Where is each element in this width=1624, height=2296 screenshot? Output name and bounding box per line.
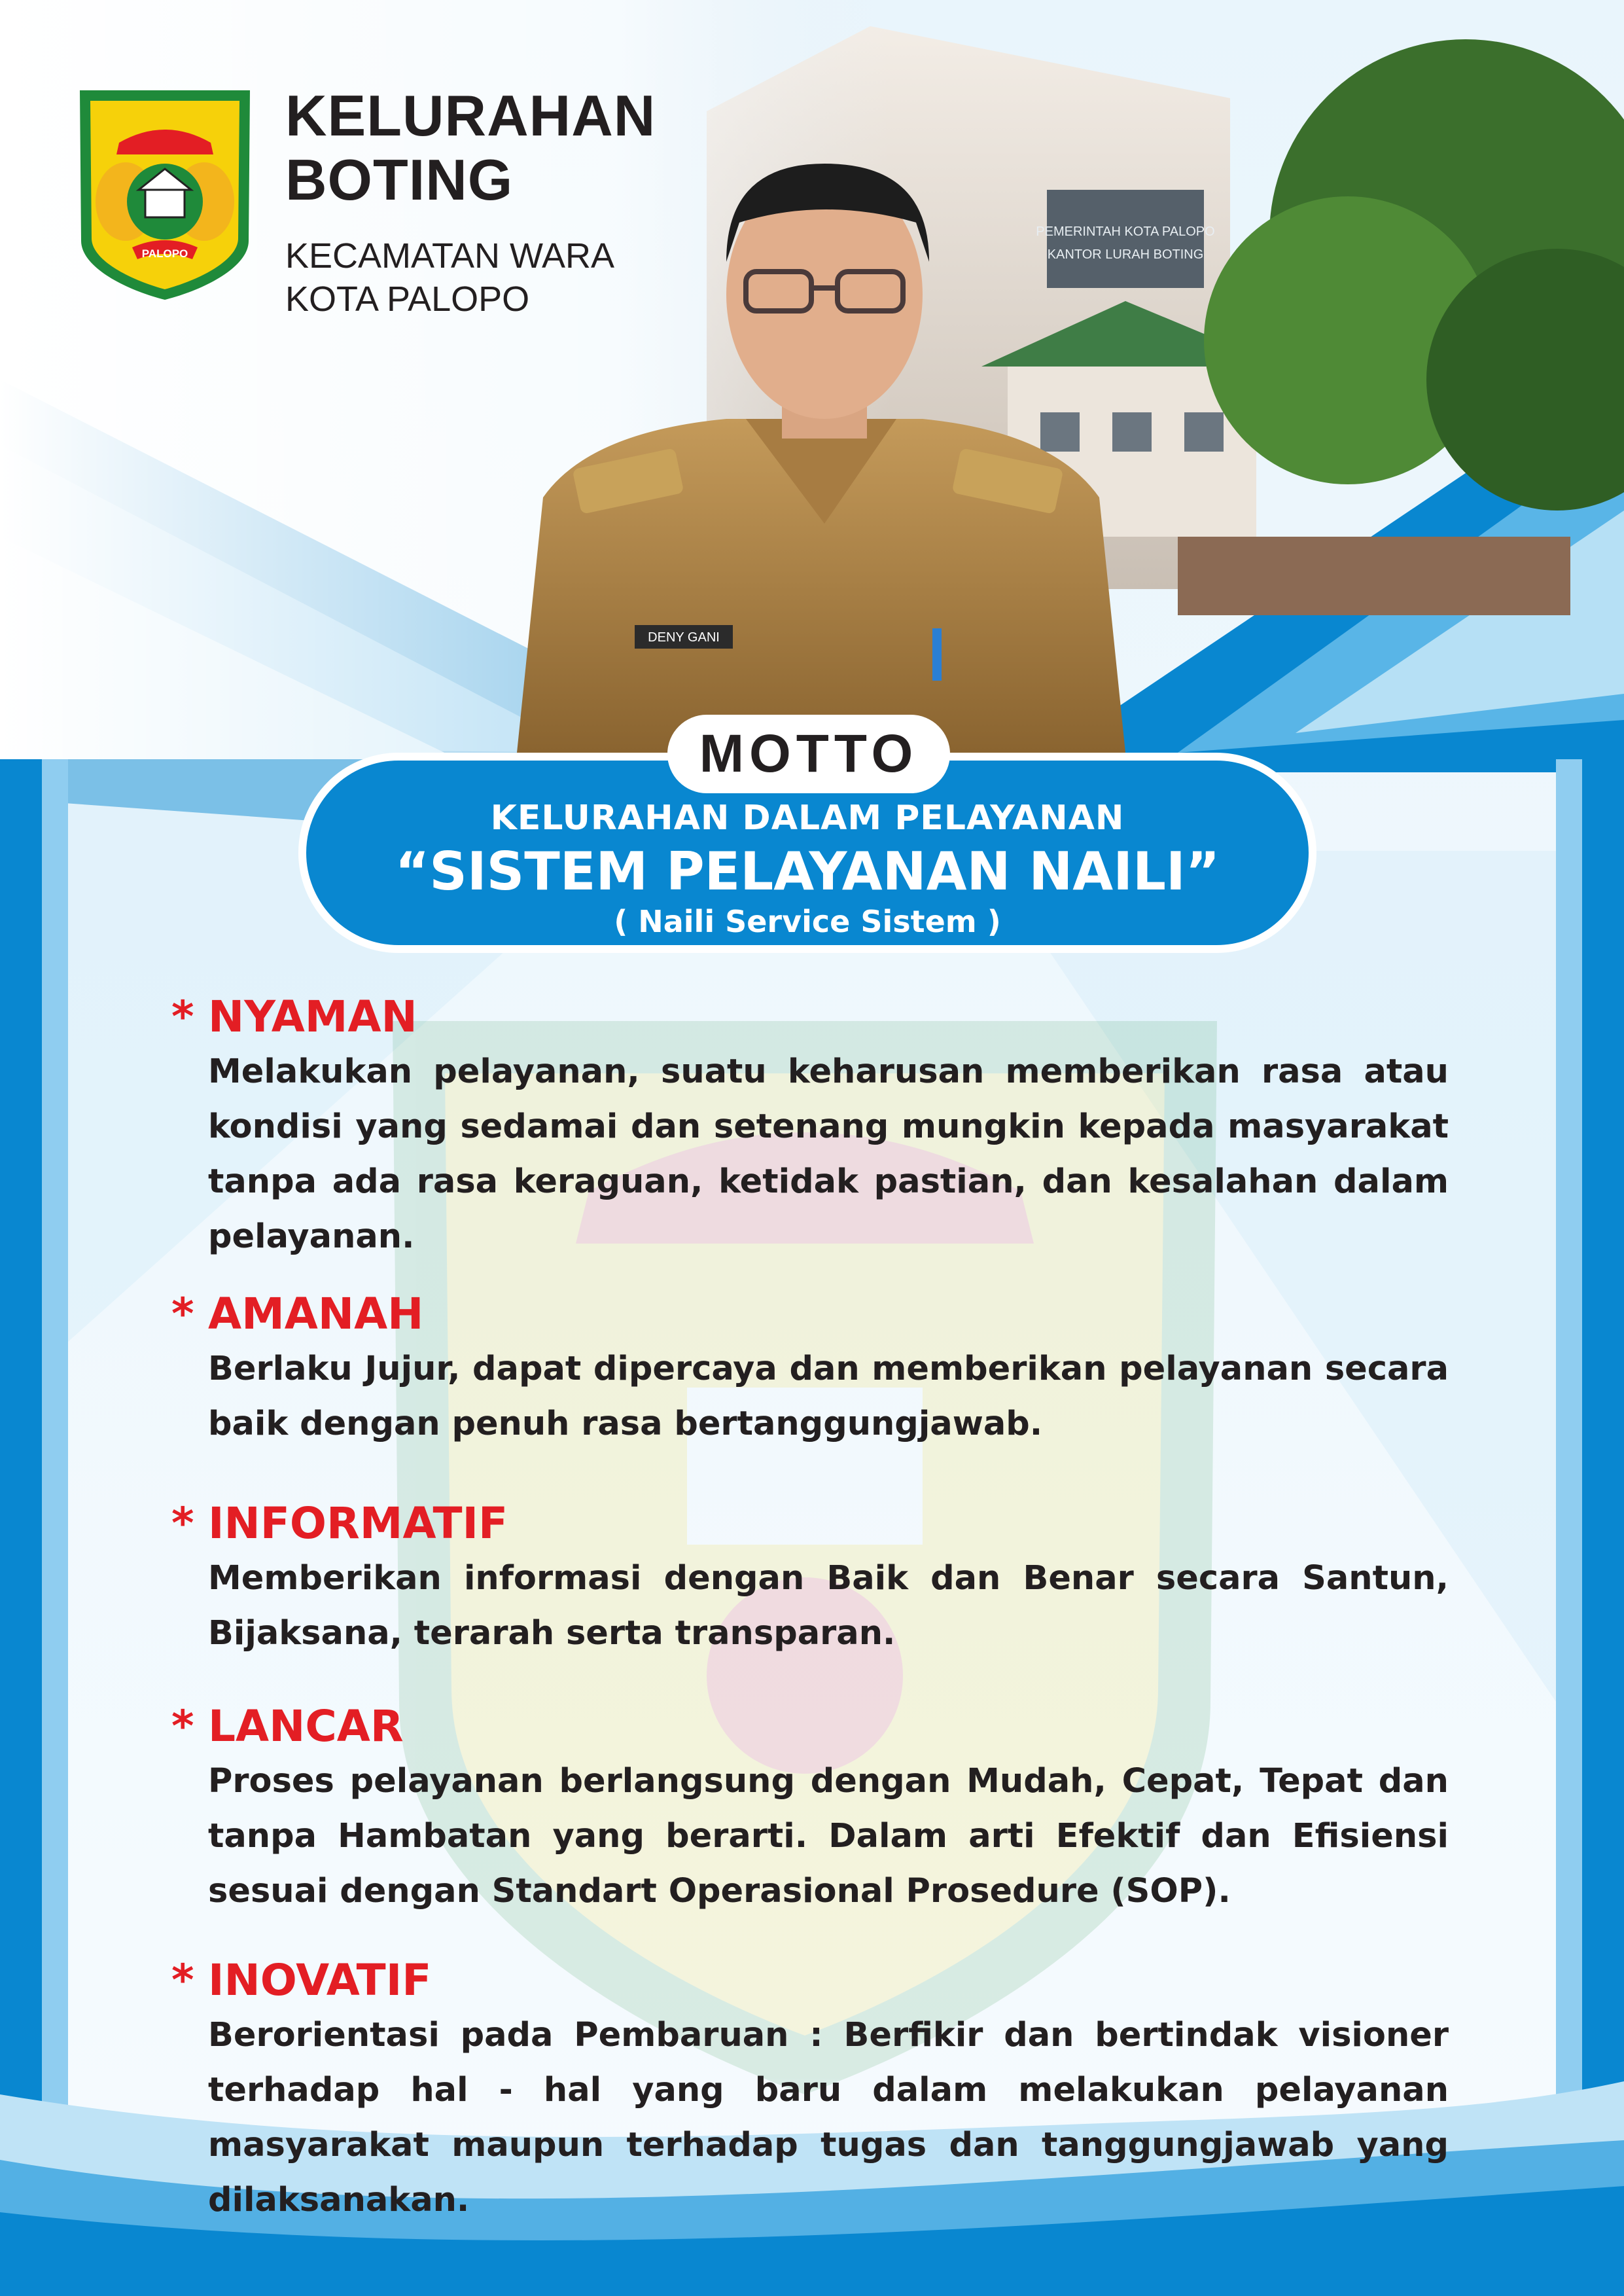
- sub-line-2: KOTA PALOPO: [285, 279, 530, 319]
- point-amanah: [171, 1287, 1480, 1452]
- point-text: Proses pelayanan berlangsung dengan Mudah, Cepat, Tepat dan tanpa Hambatan yang berarti. Dalam arti Efektif dan Efisiensi sesuai dengan Standart Operasional Prosedure (SOP).: [208, 1762, 1449, 1910]
- point-lancar: [171, 1699, 1480, 1919]
- point-informatif: [171, 1496, 1480, 1661]
- point-text: Melakukan pelayanan, suatu keharusan memberikan rasa atau kondisi yang sedamai dan setenang mungkin kepada masyarakat tanpa ada rasa keraguan, ketidak pastian, dan kesalahan dalam pelayanan.: [208, 1052, 1449, 1256]
- palopo-logo-icon: [73, 84, 256, 304]
- point-title: INFORMATIF: [208, 1498, 508, 1549]
- bullet-star: *: [171, 992, 194, 1042]
- point-title: AMANAH: [208, 1289, 424, 1339]
- logo-text: PALOPO: [141, 247, 188, 260]
- point-heading: [171, 990, 1480, 1045]
- bullet-star: *: [171, 1955, 194, 2005]
- header-title-block: [285, 84, 743, 321]
- motto-line-3: ( Naili Service Sistem ): [614, 904, 1001, 939]
- bullet-star: *: [171, 1498, 194, 1549]
- title-line-2: BOTING: [285, 147, 514, 212]
- point-text: Memberikan informasi dengan Baik dan Benar secara Santun, Bijaksana, terarah serta transparan.: [208, 1559, 1449, 1653]
- point-text: Berorientasi pada Pembaruan : Berfikir dan bertindak visioner terhadap hal - hal yang baru dalam melakukan pelayanan masyarakat maupun terhadap tugas dan tanggungjawab yang dilaksanakan.: [208, 2016, 1449, 2219]
- motto-line-1: KELURAHAN DALAM PELAYANAN: [490, 798, 1125, 838]
- point-title: INOVATIF: [208, 1955, 432, 2005]
- point-inovatif: [171, 1953, 1480, 2228]
- sub-line-1: KECAMATAN WARA: [285, 236, 615, 276]
- bullet-star: *: [171, 1289, 194, 1339]
- point-title: LANCAR: [208, 1701, 404, 1751]
- point-heading: [171, 1699, 1480, 1754]
- motto-line-2: “SISTEM PELAYANAN NAILI”: [395, 841, 1220, 902]
- motto-tab: MOTTO: [667, 715, 950, 793]
- title-line-1: KELURAHAN: [285, 83, 656, 148]
- point-heading: [171, 1953, 1480, 2008]
- point-heading: [171, 1496, 1480, 1551]
- point-title: NYAMAN: [208, 992, 417, 1042]
- point-heading: [171, 1287, 1480, 1342]
- point-text: Berlaku Jujur, dapat dipercaya dan memberikan pelayanan secara baik dengan penuh rasa bertanggungjawab.: [208, 1350, 1449, 1443]
- name-tag: DENY GANI: [648, 630, 720, 645]
- bullet-star: *: [171, 1701, 194, 1751]
- point-nyaman: [171, 990, 1480, 1265]
- service-points: [171, 990, 1480, 2228]
